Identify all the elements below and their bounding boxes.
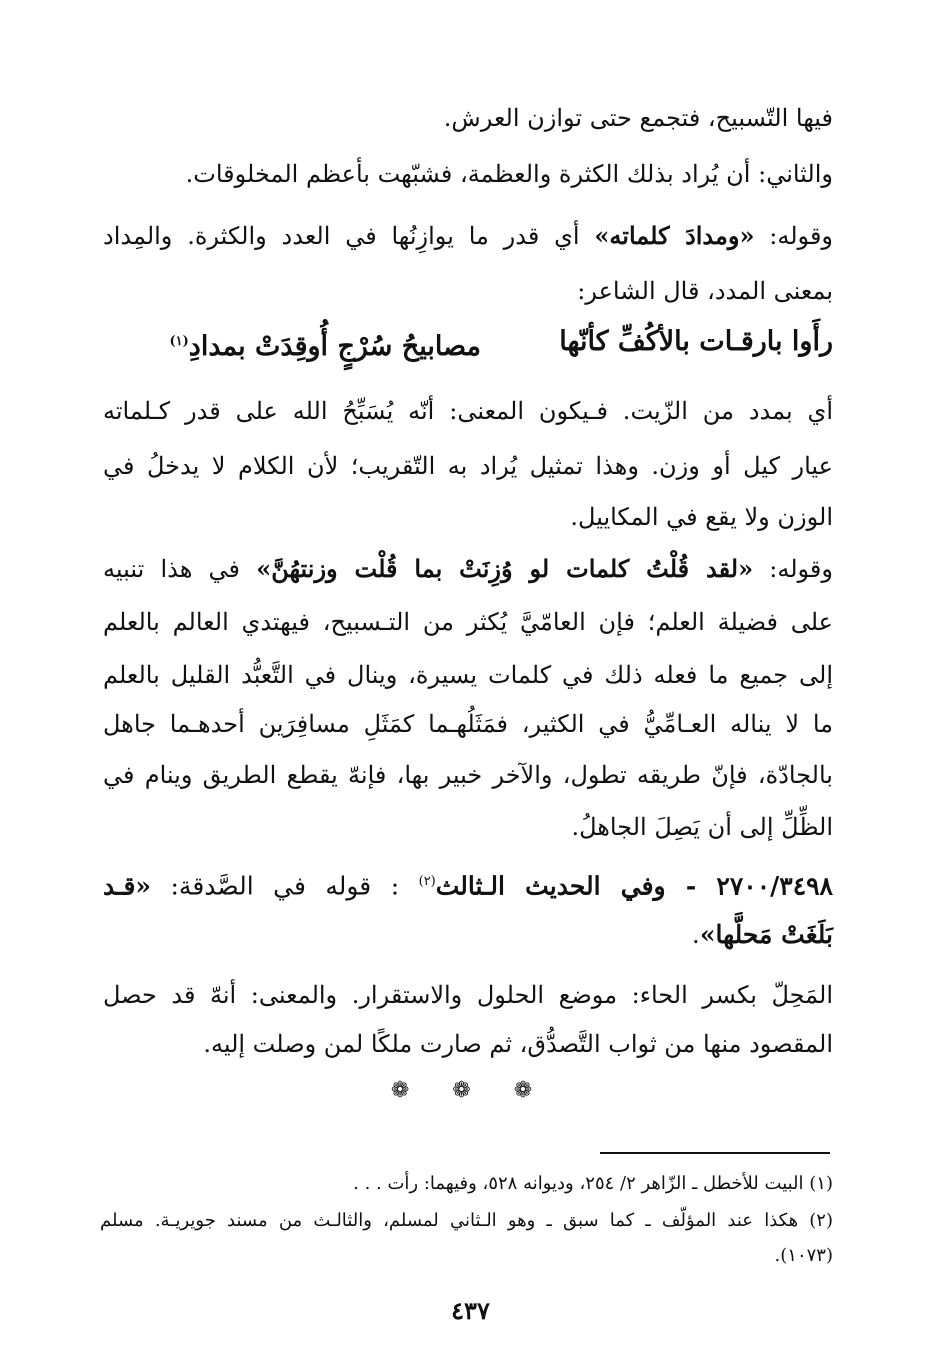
body-line-15: المقصود منها من ثواب التَّصدُّق، ثم صارت ملكًا لمن وصلت إليه. bbox=[203, 1030, 833, 1058]
body-line-14: المَحِلّ بكسر الحاء: موضع الحلول والاستقرار. والمعنى: أنهّ قد حصل bbox=[103, 981, 833, 1009]
footnote-ref: (٢) bbox=[418, 874, 436, 889]
body-line-11: ما لا يناله العـامِّيُّ في الكثير، فمَثَلُهـما كمَثَلِ مسافِرَين أحدهـما جاهل bbox=[103, 710, 833, 738]
ornament-separator: ❁ ❁ ❁ bbox=[390, 1078, 551, 1103]
body-line-13: الظِّلِّ إلى أن يَصِلَ الجاهلُ. bbox=[571, 813, 833, 841]
text: وقوله: bbox=[754, 222, 834, 250]
body-line-10: إلى جميع ما فعله ذلك في كلمات يسيرة، وينال في التَّعبُّد القليل بالعلم bbox=[103, 661, 833, 689]
footnote-divider bbox=[600, 1152, 830, 1154]
verse-hemistich-2 bbox=[170, 324, 482, 365]
body-line-6: عيار كيل أو وزن. وهذا تمثيل يُراد به التّقريب؛ لأن الكلام لا يدخلُ في bbox=[103, 452, 833, 480]
footnote-2-cont: (١٠٧٣). bbox=[774, 1245, 833, 1266]
body-line-2: والثاني: أن يُراد بذلك الكثرة والعظمة، فشبّهت بأعظم المخلوقات. bbox=[185, 160, 833, 188]
body-line-1: فيها التّسبيح، فتجمع حتى توازن العرش. bbox=[443, 104, 833, 132]
hadith-heading-cont bbox=[692, 918, 833, 952]
footnote-1: (١) البيت للأخطل ـ الزّاهر ٢/ ٢٥٤، وديوانه ٥٢٨، وفيهما: رأت . . . bbox=[353, 1173, 833, 1194]
hadith-heading bbox=[103, 865, 833, 903]
text: : قوله في الصَّدقة: bbox=[151, 871, 419, 901]
hadith-quote: بَلَغَتْ مَحلَّها» bbox=[699, 920, 833, 949]
verse-hemistich-1: رأَوا بارقـات بالأكُفِّ كأنّها bbox=[559, 326, 833, 357]
footnote-2: (٢) هكذا عند المؤلّف ـ كما سبق ـ وهو الـثاني لمسلم، والثالـث من مسند جويريـة. مسلم bbox=[100, 1210, 833, 1231]
page-number: ٤٣٧ bbox=[451, 1296, 490, 1325]
body-line-7: الوزن ولا يقع في المكاييل. bbox=[570, 503, 833, 531]
hadith-quote: «لقد قُلْتُ كلمات لو وُزِنَتْ بما قُلْت وزنتهُنَّ» bbox=[256, 554, 754, 583]
footnote-ref: (١) bbox=[169, 334, 189, 349]
body-line-9: على فضيلة العلم؛ فإن العامّيَّ يُكثر من التـسبيح، فيهتدي العالم بالعلم bbox=[103, 608, 833, 636]
text: مصابيحُ سُرْجٍ أُوقِدَتْ بمدادِ bbox=[188, 331, 481, 362]
hadith-number: ٢٧٠٠/٣٤٩٨ bbox=[716, 871, 833, 901]
hadith-quote: «قـد bbox=[103, 871, 152, 901]
text: . bbox=[691, 920, 700, 949]
text: في هذا تنبيه bbox=[103, 555, 257, 583]
body-line-12: بالجادّة، فإنّ طريقه تطول، والآخر خبير بها، فإنهّ يقطع الطريق وينام في bbox=[103, 761, 833, 789]
body-line-3 bbox=[103, 219, 833, 253]
text: أي قدر ما يوازِنُها في العدد والكثرة. والمِداد bbox=[103, 222, 595, 250]
body-line-4: بمعنى المدد، قال الشاعر: bbox=[577, 277, 833, 305]
text: وقوله: bbox=[753, 555, 833, 583]
body-line-5: أي بمدد من الزّيت. فـيكون المعنى: أنّه يُسَبِّحُ الله على قدر كـلماته bbox=[103, 397, 833, 425]
hadith-title: - وفي الحديث الـثالث bbox=[435, 871, 717, 901]
body-line-8 bbox=[103, 552, 833, 586]
hadith-quote: «ومدادَ كلماته» bbox=[594, 221, 755, 250]
